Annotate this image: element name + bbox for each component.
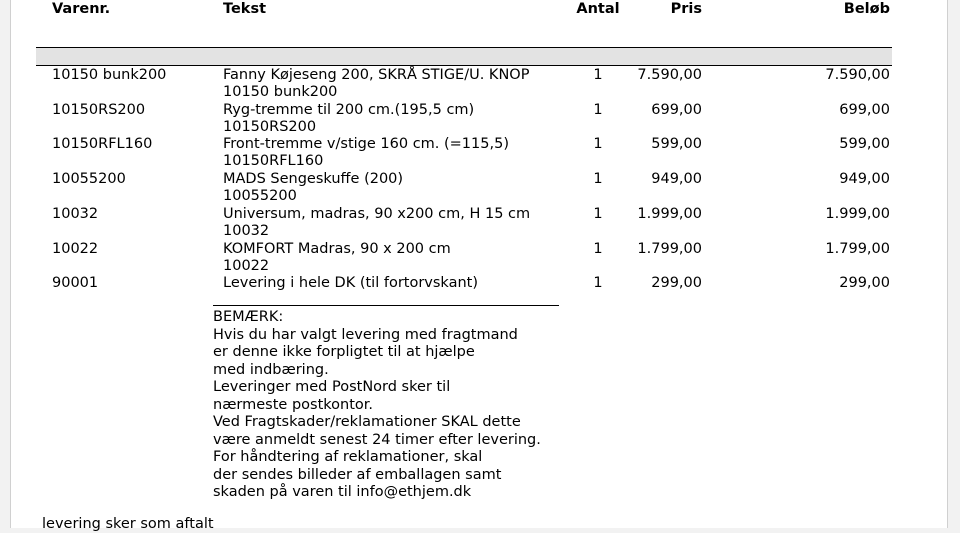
cell-amount: 599,00 bbox=[839, 136, 890, 152]
table-row bbox=[0, 102, 960, 136]
cell-amount: 699,00 bbox=[839, 102, 890, 118]
cell-qty: 1 bbox=[593, 206, 603, 222]
cell-price: 1.799,00 bbox=[637, 241, 702, 257]
cell-item-no: 10022 bbox=[52, 241, 99, 257]
cell-amount: 1.799,00 bbox=[825, 241, 890, 257]
cell-price: 1.999,00 bbox=[637, 206, 702, 222]
remark-line: er denne ikke forpligtet til at hjælpe bbox=[213, 344, 475, 360]
header-qty: Antal bbox=[576, 1, 620, 17]
cell-qty: 1 bbox=[593, 241, 603, 257]
table-row bbox=[0, 171, 960, 205]
remark-line: For håndtering af reklamationer, skal bbox=[213, 449, 483, 465]
cell-item-no: 10055200 bbox=[52, 171, 126, 187]
table-row bbox=[0, 241, 960, 275]
cell-text: KOMFORT Madras, 90 x 200 cm bbox=[223, 241, 451, 257]
remark-line: nærmeste postkontor. bbox=[213, 396, 374, 413]
table-row bbox=[0, 206, 960, 240]
remark-line: Hvis du har valgt levering med fragtmand bbox=[213, 326, 518, 343]
cell-price: 949,00 bbox=[651, 171, 702, 187]
cell-price: 299,00 bbox=[651, 275, 702, 291]
cell-sub-item-no: 10150 bunk200 bbox=[223, 84, 338, 100]
table-row bbox=[0, 275, 960, 309]
table-row bbox=[0, 67, 960, 101]
cell-sub-item-no: 10022 bbox=[223, 258, 270, 274]
header-item-no: Varenr. bbox=[52, 1, 111, 17]
header-price: Pris bbox=[670, 1, 702, 17]
table-row bbox=[0, 136, 960, 170]
remark-line: med indbæring. bbox=[213, 361, 329, 378]
cell-price: 599,00 bbox=[651, 136, 702, 152]
remark-line: være anmeldt senest 24 timer efter levering. bbox=[213, 431, 541, 448]
header-amount: Beløb bbox=[843, 1, 890, 17]
remark-separator bbox=[213, 305, 559, 306]
table-header bbox=[36, 47, 892, 66]
cell-item-no: 10032 bbox=[52, 206, 99, 222]
remark-heading: BEMÆRK: bbox=[213, 309, 284, 325]
cell-sub-item-no: 10150RFL160 bbox=[223, 153, 324, 169]
remark-line: skaden på varen til info@ethjem.dk bbox=[213, 484, 472, 500]
cell-text: Ryg-tremme til 200 cm.(195,5 cm) bbox=[223, 102, 475, 118]
cell-amount: 1.999,00 bbox=[825, 206, 890, 222]
cell-text: Levering i hele DK (til fortorvskant) bbox=[223, 275, 478, 291]
cell-amount: 949,00 bbox=[839, 171, 890, 187]
cell-qty: 1 bbox=[593, 102, 603, 118]
cell-qty: 1 bbox=[593, 67, 603, 83]
remark-line: Leveringer med PostNord sker til bbox=[213, 379, 451, 395]
cell-sub-item-no: 10150RS200 bbox=[223, 119, 317, 135]
cell-text: MADS Sengeskuffe (200) bbox=[223, 171, 404, 187]
cell-amount: 299,00 bbox=[839, 275, 890, 291]
cell-item-no: 10150RFL160 bbox=[52, 136, 153, 152]
cell-price: 699,00 bbox=[651, 102, 702, 118]
remark-line: Ved Fragtskader/reklamationer SKAL dette bbox=[213, 414, 521, 430]
cell-text: Front-tremme v/stige 160 cm. (=115,5) bbox=[223, 136, 509, 152]
cell-item-no: 10150RS200 bbox=[52, 102, 146, 118]
cell-item-no: 10150 bunk200 bbox=[52, 67, 167, 83]
cell-qty: 1 bbox=[593, 171, 603, 187]
cell-item-no: 90001 bbox=[52, 275, 99, 291]
footer-note: levering sker som aftalt bbox=[42, 516, 214, 532]
cell-price: 7.590,00 bbox=[637, 67, 702, 83]
cell-sub-item-no: 10032 bbox=[223, 223, 270, 239]
cell-amount: 7.590,00 bbox=[825, 67, 890, 83]
header-text: Tekst bbox=[223, 1, 267, 17]
cell-qty: 1 bbox=[593, 275, 603, 291]
cell-text: Universum, madras, 90 x200 cm, H 15 cm bbox=[223, 206, 531, 222]
cell-qty: 1 bbox=[593, 136, 603, 152]
cell-sub-item-no: 10055200 bbox=[223, 188, 297, 204]
remark-block bbox=[213, 309, 541, 502]
cell-text: Fanny Køjeseng 200, SKRÅ STIGE/U. KNOP bbox=[223, 67, 530, 83]
remark-line: der sendes billeder af emballagen samt bbox=[213, 466, 502, 483]
